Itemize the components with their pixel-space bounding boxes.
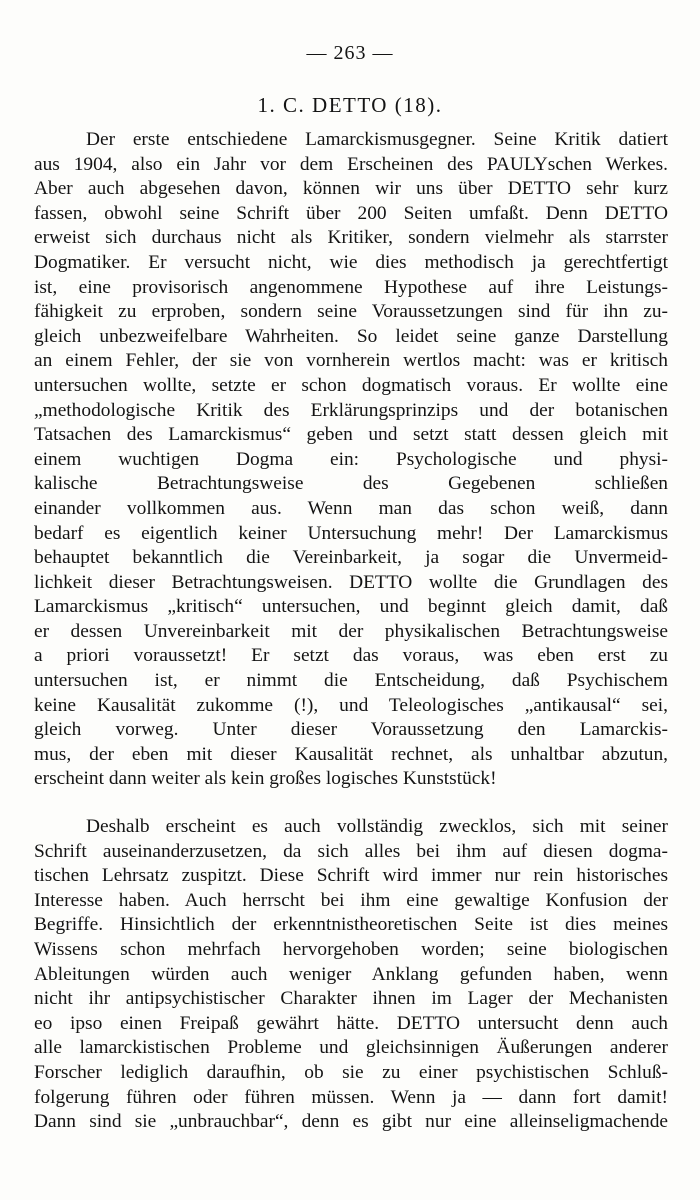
text-line: er dessen Unvereinbarkeit mit der physikalischen Betrachtungsweise <box>34 620 668 642</box>
text-line: einander vollkommen aus. Wenn man das schon weiß, dann <box>34 497 668 519</box>
text-line: behauptet bekanntlich die Vereinbarkeit, ja sogar die Unvermeid- <box>34 547 668 569</box>
text-line: mus, der eben mit dieser Kausalität rechnet, als unhaltbar abzutun, <box>34 743 668 765</box>
text-line: Aber auch abgesehen davon, können wir uns über DETTO sehr kurz <box>34 178 668 200</box>
text-line: Dogmatiker. Er versucht nicht, wie dies methodisch ja gerechtfertigt <box>34 251 668 273</box>
text-line: Wissens schon mehrfach hervorgehoben worden; seine biologischen <box>34 938 668 960</box>
text-line: Begriffe. Hinsichtlich der erkenntnistheoretischen Seite ist dies meines <box>34 914 668 936</box>
text-line: tischen Lehrsatz zuspitzt. Diese Schrift wird immer nur rein historisches <box>34 865 668 887</box>
text-line: Ableitungen würden auch weniger Anklang gefunden haben, wenn <box>34 963 668 985</box>
text-line: keine Kausalität zukomme (!), und Teleologisches „antikausal“ sei, <box>34 694 668 716</box>
text-line: erweist sich durchaus nicht als Kritiker, sondern vielmehr als starrster <box>34 227 668 249</box>
text-line: gleich unbezweifelbare Wahrheiten. So leidet seine ganze Darstellung <box>34 325 668 347</box>
section-heading: 1. C. DETTO (18). <box>257 93 443 117</box>
page-number: — 263 — <box>306 42 394 64</box>
text-line: a priori voraussetzt! Er setzt das voraus, was eben erst zu <box>34 645 668 667</box>
paragraph-1 <box>34 128 668 792</box>
text-line: fassen, obwohl seine Schrift über 200 Seiten umfaßt. Denn DETTO <box>34 202 668 224</box>
text-line: Lamarckismus „kritisch“ untersuchen, und beginnt gleich damit, daß <box>34 596 668 618</box>
paragraph-2 <box>34 815 668 1135</box>
text-line: Deshalb erscheint es auch vollständig zwecklos, sich mit seiner <box>86 816 668 837</box>
text-line: ist, eine provisorisch angenommene Hypothese auf ihre Leistungs- <box>34 276 668 298</box>
text-line: untersuchen ist, er nimmt die Entscheidung, daß Psychischem <box>34 670 668 692</box>
text-line: „methodologische Kritik des Erklärungsprinzips und der botanischen <box>34 399 668 421</box>
text-line: Schrift auseinanderzusetzen, da sich alles bei ihm auf diesen dogma- <box>34 840 668 862</box>
text-line: eo ipso einen Freipaß gewährt hätte. DETTO untersucht denn auch <box>34 1012 668 1034</box>
text-line: gleich vorweg. Unter dieser Voraussetzung den Lamarckis- <box>34 719 668 741</box>
text-line: an einem Fehler, der sie von vornherein wertlos macht: was er kritisch <box>34 350 668 372</box>
text-line: alle lamarckistischen Probleme und gleichsinnigen Äußerungen anderer <box>34 1037 668 1059</box>
text-line: Der erste entschiedene Lamarckismusgegner. Seine Kritik datiert <box>86 129 668 150</box>
text-line: nicht ihr antipsychistischer Charakter ihnen im Lager der Mechanisten <box>34 988 668 1010</box>
text-line: Forscher lediglich daraufhin, ob sie zu einer psychistischen Schluß- <box>34 1061 668 1083</box>
text-line: folgerung führen oder führen müssen. Wenn ja — dann fort damit! <box>34 1086 668 1108</box>
text-line: Interesse haben. Auch herrscht bei ihm eine gewaltige Konfusion der <box>34 889 668 911</box>
text-line: kalische Betrachtungsweise des Gegebenen schließen <box>34 473 668 495</box>
text-line: Dann sind sie „unbrauchbar“, denn es gibt nur eine alleinseligmachende <box>34 1111 668 1133</box>
text-line: aus 1904, also ein Jahr vor dem Erscheinen des PAULYschen Werkes. <box>34 153 668 175</box>
text-line: untersuchen wollte, setzte er schon dogmatisch voraus. Er wollte eine <box>34 374 668 396</box>
text-line: Tatsachen des Lamarckismus“ geben und setzt statt dessen gleich mit <box>34 424 668 446</box>
text-line: erscheint dann weiter als kein großes logisches Kunststück! <box>34 768 497 790</box>
text-line: fähigkeit zu erproben, sondern seine Voraussetzungen sind für ihn zu- <box>34 301 668 323</box>
text-line: lichkeit dieser Betrachtungsweisen. DETTO wollte die Grundlagen des <box>34 571 668 593</box>
text-line: einem wuchtigen Dogma ein: Psychologische und physi- <box>34 448 668 470</box>
text-line: bedarf es eigentlich keiner Untersuchung mehr! Der Lamarckismus <box>34 522 668 544</box>
